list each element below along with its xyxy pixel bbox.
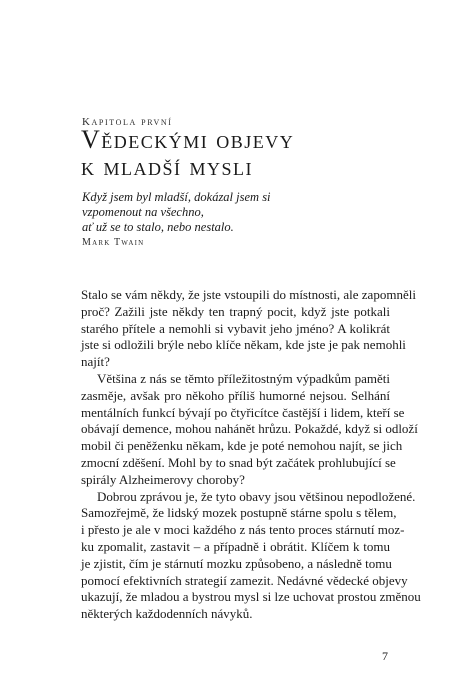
page-number: 7 [382,649,388,663]
chapter-title-line: k mladší mysli [81,152,254,181]
paragraph [81,488,421,623]
epigraph-line: vzpomenout na všechno, [82,205,204,219]
text-line: jste si odložili brýle nebo klíče někam, kde jste je pak nemohli [81,337,406,353]
epigraph-line: Když jsem byl mladší, dokázal jsem si [82,190,271,204]
text-line: mentálních funkcí bývají po čtyřicítce častější i lidem, kteří se [81,404,405,420]
text-line: najít? [81,354,110,370]
text-line: zasměje, avšak pro někoho příliš humorné nejsou. Selhání [81,387,390,403]
text-line: starého přítele a nemohli si vybavit jeho jméno? A kolikrát [81,320,390,336]
text-line: spirály Alzheimerovy choroby? [81,471,245,487]
text-line: proč? Zažili jste někdy ten trapný pocit, když jste potkali [81,303,390,319]
chapter-title [81,126,294,180]
epigraph-quote [82,190,271,235]
text-line: pomocí efektivních strategií zamezit. Nedávné vědecké objevy [81,572,408,588]
text-line: mobil či peněženku někam, kde je poté nemohou najít, se jich [81,438,403,454]
epigraph-author: Mark Twain [82,237,145,248]
text-line: některých každodenních návyků. [81,606,253,622]
text-line: i přesto je ale v moci každého z nás tento proces stárnutí moz- [81,522,405,538]
text-line: Stalo se vám někdy, že jste vstoupili do místnosti, ale zapomněli [81,287,416,302]
epigraph-line: ať už se to stalo, nebo nestalo. [82,220,234,234]
text-line: zmocní zděšení. Mohl by to snad být začátek prohlubující se [81,454,396,470]
text-line: Dobrou zprávou je, že tyto obavy jsou většinou nepodložené. [97,488,416,504]
text-line: Většina z nás se těmto příležitostným výpadkům paměti [97,370,390,386]
text-line: Samozřejmě, že lidský mozek postupně stárne spolu s tělem, [81,505,397,521]
paragraph [81,287,416,371]
body-text [81,287,421,623]
chapter-title-line: Vědeckými objevy [81,125,295,154]
chapter-label: Kapitola první [82,116,173,128]
text-line: ku zpomalit, zastavit – a případně i obrátit. Klíčem k tomu [81,538,390,554]
text-line: je zjistit, čím je stárnutí mozku způsobeno, a následně tomu [81,555,392,571]
text-line: ukazují, že mladou a bystrou mysl si lze uchovat prostou změnou [81,589,421,605]
text-line: obávají demence, mohou nahánět hrůzu. Pokaždé, když si odloží [81,421,418,437]
paragraph [81,370,418,489]
